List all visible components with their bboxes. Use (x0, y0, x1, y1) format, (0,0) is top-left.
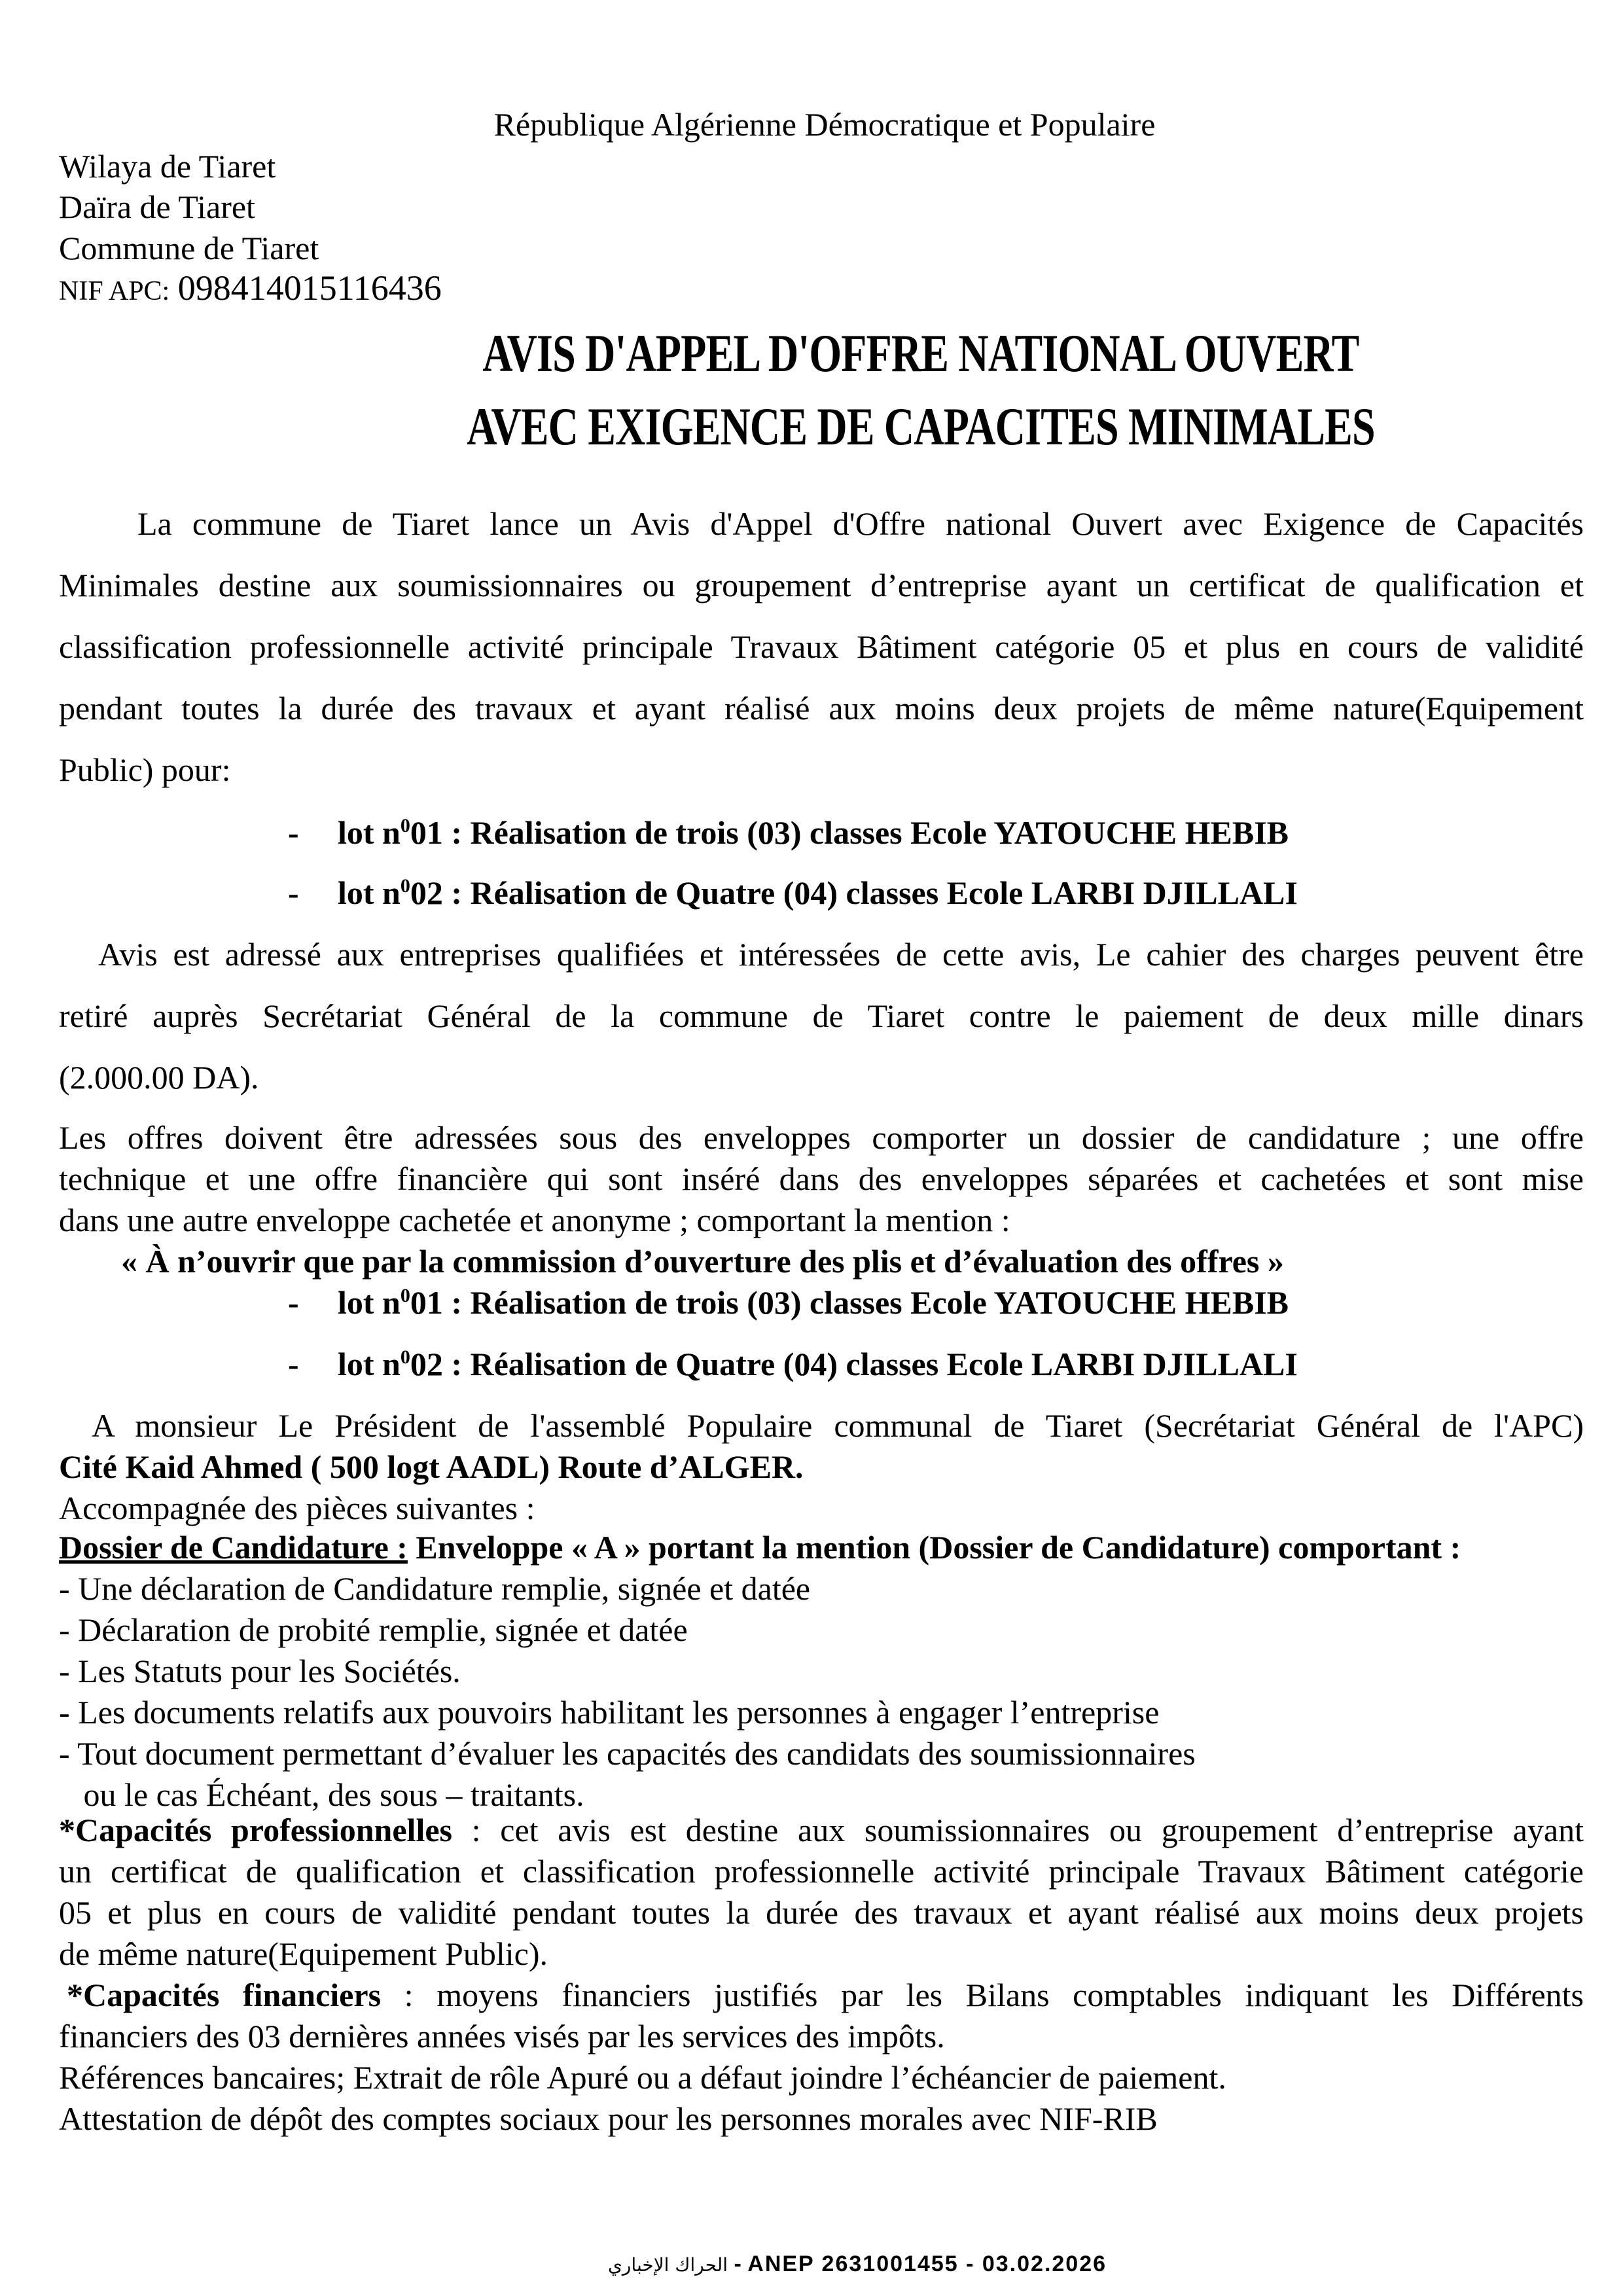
piece-item: - Déclaration de probité remplie, signée et datée (59, 1611, 688, 1648)
nif-label: NIF APC: (59, 276, 170, 306)
lot-item-2-repeat: - lot $n^002$ : Réalisation de Quatre (04) classes Ecole LARBI DJILLALI (288, 1346, 1298, 1382)
address-line-2: Cité Kaid Ahmed ( 500 logt AADL) Route d’ALGER. (59, 1448, 804, 1485)
avis-line: retiré auprès Secrétariat Général de la commune de Tiaret contre le paiement de deux mille dinars (59, 997, 1584, 1034)
republic-heading: République Algérienne Démocratique et Populaire (493, 106, 1156, 143)
attestation-line: Attestation de dépôt des comptes sociaux pour les personnes morales avec NIF-RIB (59, 2100, 1158, 2137)
capacites-fin-line: *Capacités financiers : moyens financiers justifiés par les Bilans comptables indiquant les Différents (67, 1977, 1584, 2013)
intro-line: La commune de Tiaret lance un Avis d'Appel d'Offre national Ouvert avec Exigence de Capacités (137, 505, 1584, 542)
title-line-1: AVIS D'APPEL D'OFFRE NATIONAL OUVERT (482, 323, 1359, 383)
nif-line (59, 268, 442, 311)
intro-line: classification professionnelle activité principale Travaux Bâtiment catégorie 05 et plus en cours de validité (59, 628, 1584, 665)
dossier-label: Dossier de Candidature : (59, 1529, 408, 1566)
title-line-2: AVEC EXIGENCE DE CAPACITES MINIMALES (467, 397, 1375, 456)
capacites-pro-label: *Capacités professionnelles (59, 1812, 452, 1848)
pieces-intro: Accompagnée des pièces suivantes : (59, 1490, 535, 1526)
capacites-pro-line: un certificat de qualification et classification professionnelle activité principale Travaux Bâtiment catégorie (59, 1853, 1584, 1890)
lot-item-2: - lot $n^002$ : Réalisation de Quatre (04) classes Ecole LARBI DJILLALI (288, 874, 1298, 911)
piece-item: - Les Statuts pour les Sociétés. (59, 1653, 461, 1689)
footer-arabic-source: الحراك الإخباري (607, 2254, 728, 2276)
lot-item-1: - lot $n^001$ : Réalisation de trois (03) classes Ecole YATOUCHE HEBIB (288, 814, 1289, 851)
dossier-text: Enveloppe « A » portant la mention (Dossier de Candidature) comportant : (407, 1529, 1461, 1566)
intro-line: pendant toutes la durée des travaux et ayant réalisé aux moins deux projets de même nature(Equipement (59, 690, 1584, 726)
piece-item: - Tout document permettant d’évaluer les capacités des candidats des soumissionnaires (59, 1735, 1196, 1772)
references-line: Références bancaires; Extrait de rôle Apuré ou a défaut joindre l’échéancier de paiement. (59, 2059, 1226, 2096)
address-line-1: A monsieur Le Président de l'assemblé Populaire communal de Tiaret (Secrétariat Général de l'APC) (92, 1407, 1584, 1444)
footer-anep-ref: - ANEP 2631001455 - 03.02.2026 (728, 2251, 1107, 2276)
lot-item-1-repeat: - lot $n^001$ : Réalisation de trois (03) classes Ecole YATOUCHE HEBIB (288, 1284, 1289, 1321)
wilaya-label: Wilaya de Tiaret (59, 148, 276, 185)
piece-item: - Les documents relatifs aux pouvoirs habilitant les personnes à engager l’entreprise (59, 1694, 1160, 1731)
avis-line: (2.000.00 DA). (59, 1059, 259, 1096)
dossier-line (59, 1528, 1461, 1567)
daira-label: Daïra de Tiaret (59, 188, 255, 225)
offres-line: technique et une offre financière qui sont inséré dans des enveloppes séparées et cachetées et sont mise (59, 1160, 1584, 1197)
offres-line: dans une autre enveloppe cachetée et anonyme ; comportant la mention : (59, 1202, 1010, 1238)
commune-label: Commune de Tiaret (59, 230, 319, 266)
piece-item: - Une déclaration de Candidature remplie, signée et datée (59, 1570, 811, 1607)
intro-line: Public) pour: (59, 751, 231, 788)
capacites-pro-line: 05 et plus en cours de validité pendant toutes la durée des travaux et ayant réalisé aux moins deux projets (59, 1894, 1584, 1931)
intro-line: Minimales destine aux soumissionnaires ou groupement d’entreprise ayant un certificat de qualification et (59, 567, 1584, 603)
capacites-pro-line: *Capacités professionnelles : cet avis est destine aux soumissionnaires ou groupement d’entreprise ayant (59, 1812, 1584, 1848)
piece-item: ou le cas Échéant, des sous – traitants. (59, 1776, 584, 1813)
offres-line: Les offres doivent être adressées sous des enveloppes comporter un dossier de candidature ; une offre (59, 1119, 1584, 1156)
mention-text: « À n’ouvrir que par la commission d’ouverture des plis et d’évaluation des offres » (121, 1243, 1284, 1280)
nif-value: 098414015116436 (177, 268, 442, 308)
footer-publication (0, 2251, 1623, 2277)
capacites-fin-line: financiers des 03 dernières années visés par les services des impôts. (59, 2018, 945, 2054)
capacites-pro-line: de même nature(Equipement Public). (59, 1935, 548, 1972)
capacites-fin-label: *Capacités financiers (67, 1977, 382, 2013)
avis-line: Avis est adressé aux entreprises qualifiées et intéressées de cette avis, Le cahier des charges peuvent être (98, 936, 1584, 973)
